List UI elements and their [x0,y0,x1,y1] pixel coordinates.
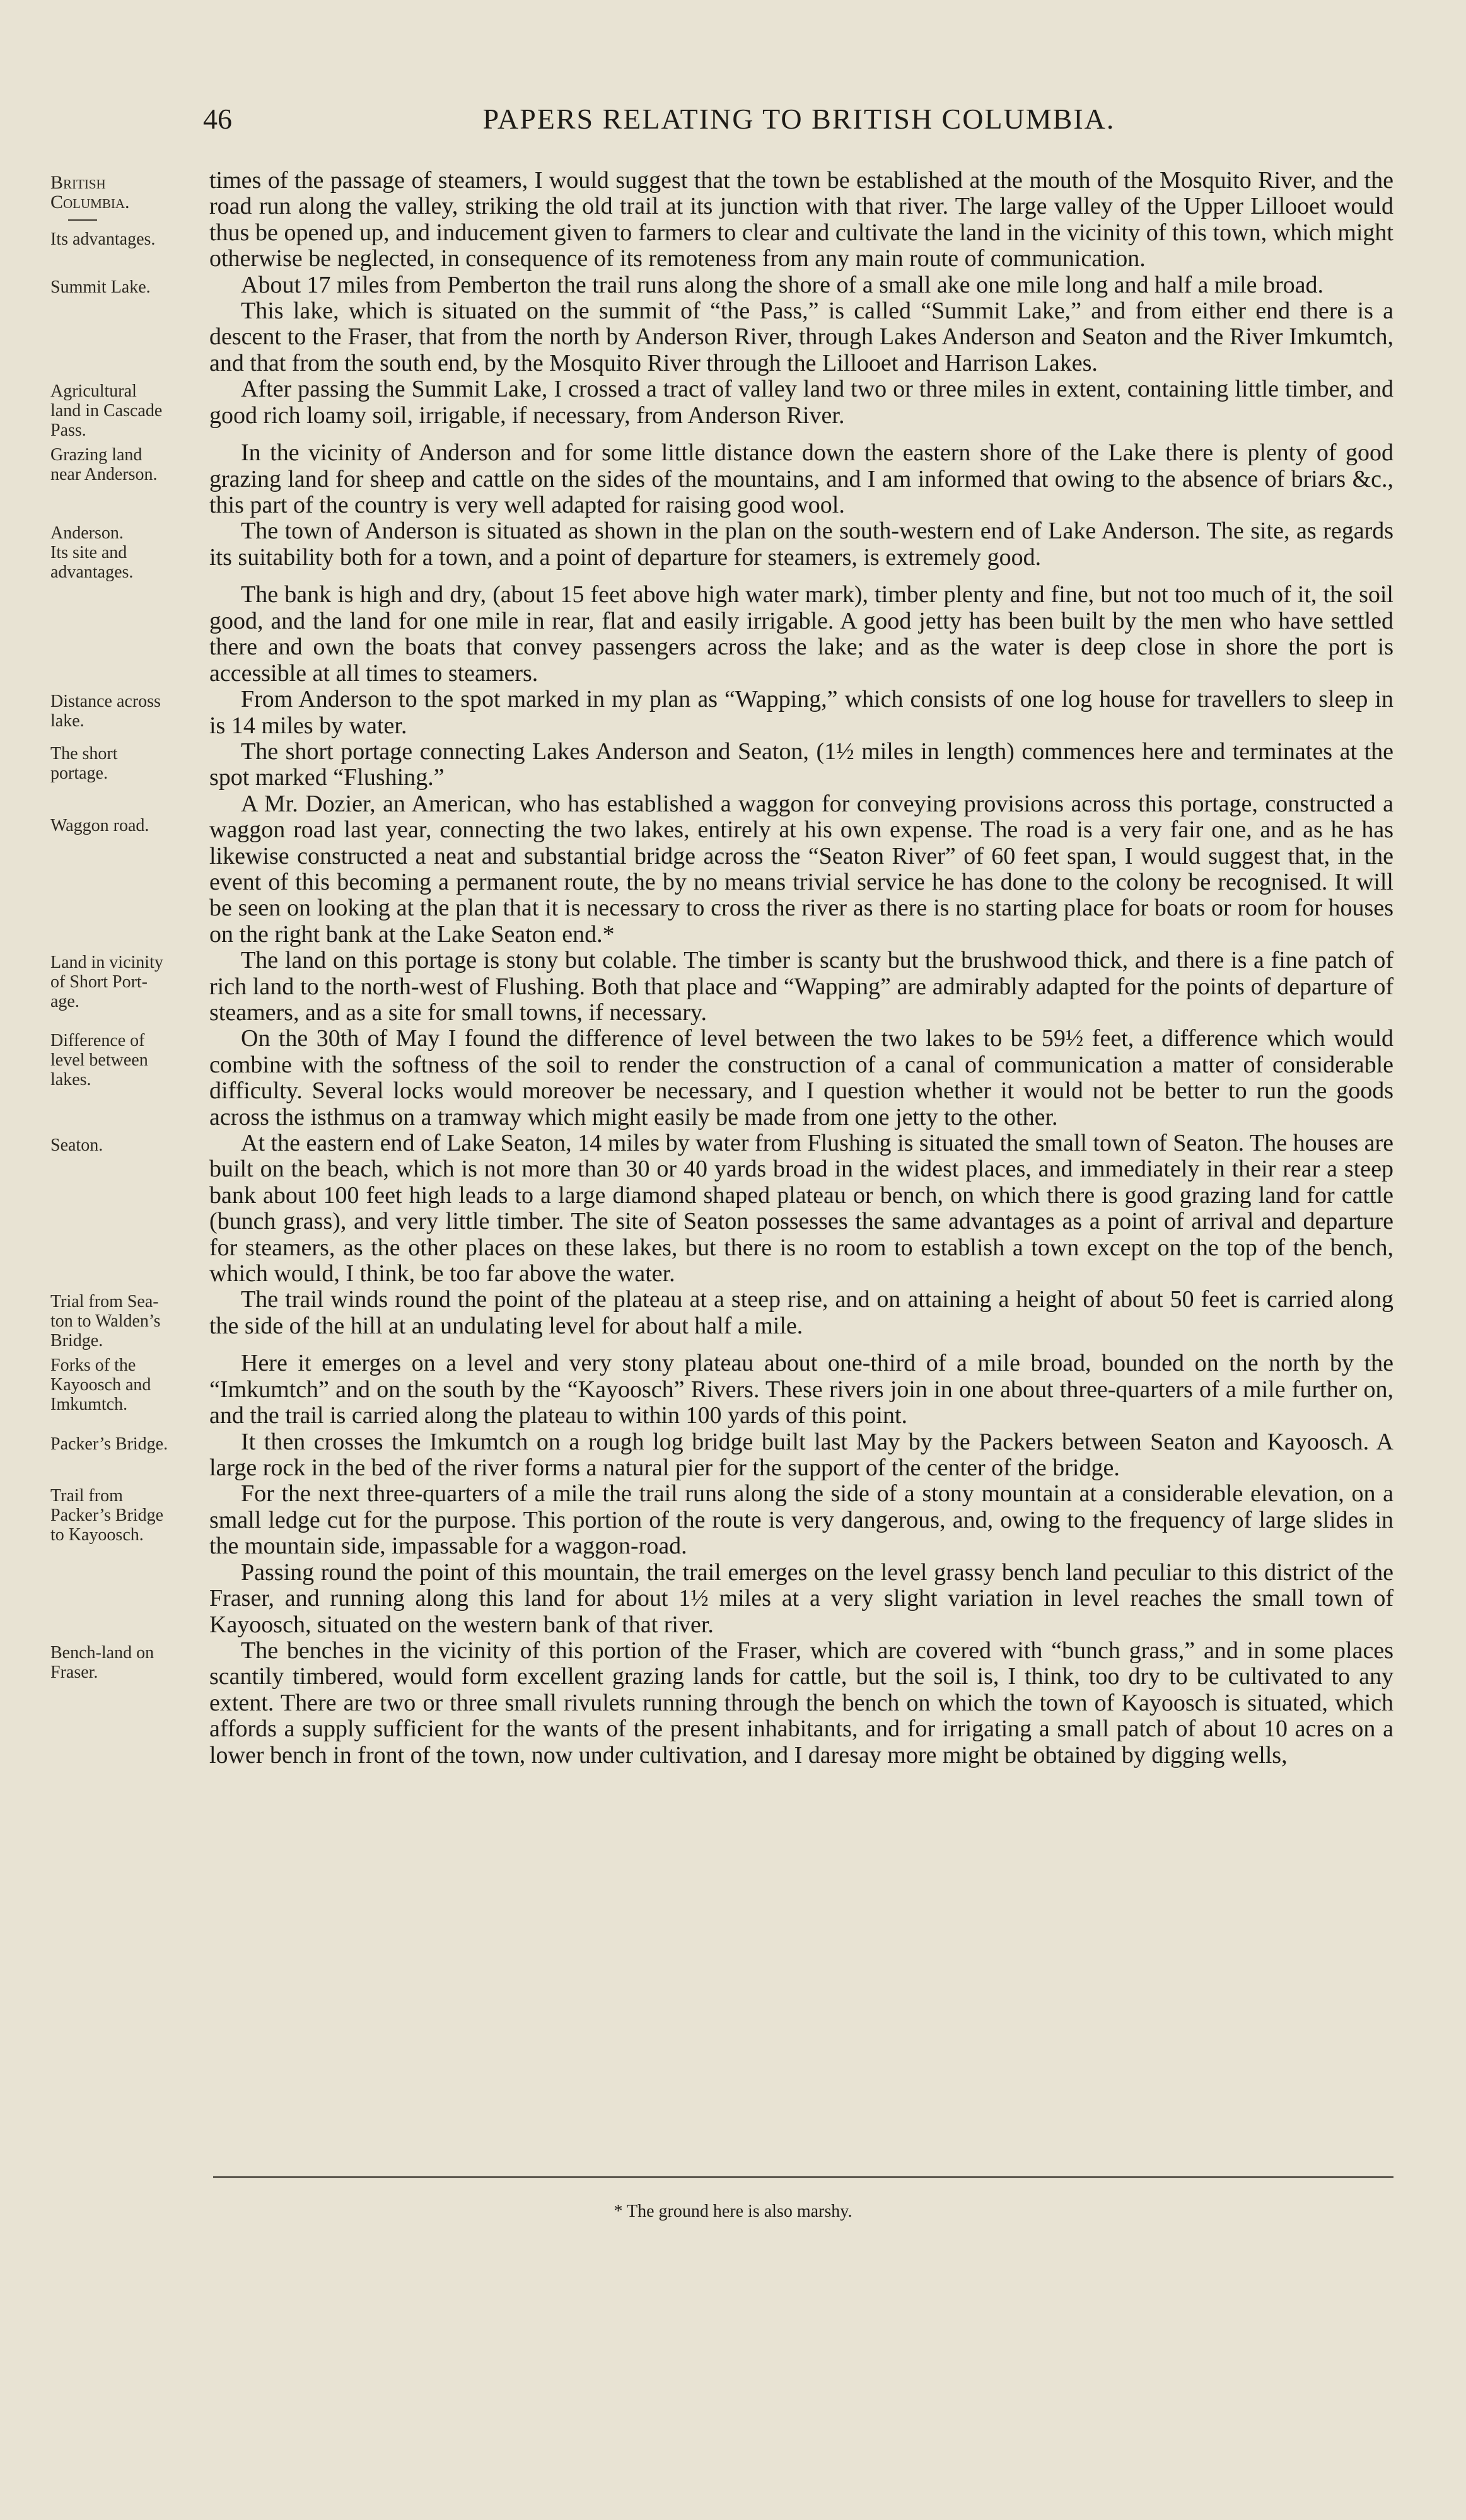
marginal-note-line: to Kayoosch. [50,1525,144,1545]
page-number: 46 [203,103,232,135]
text-entry [50,582,1400,687]
marginal-note-line: Pass. [50,421,86,441]
text-entry [50,272,1400,298]
paragraph: After passing the Summit Lake, I crossed a tract of valley land two or three miles in extent, containing little timber, and good rich loamy soil, irrigable, if necessary, from Anderson River. [209,376,1393,429]
marginal-note [50,518,209,582]
text-entry [50,1638,1400,1768]
marginal-note-line: lake. [50,711,84,731]
text-entry [50,1130,1400,1287]
text-entry [50,1429,1400,1482]
paragraph: At the eastern end of Lake Seaton, 14 miles by water from Flushing is situated the small town of Seaton. The houses are built on the beach, which is not more than 30 or 40 yards broad in the widest places, and immediately in their rear a steep bank about 100 feet high leads to a large diamond shaped plateau or bench, on which there is good grazing land for cattle (bunch grass), and very little timber. The site of Seaton possesses the same advantages as a point of arrival and departure for steamers, as the other places on these lakes, but there is no room to establish a town except on the top of the bench, which would, I think, be too far above the water. [209,1130,1393,1287]
marginal-note-line: Fraser. [50,1662,98,1682]
paragraph: The land on this portage is stony but colable. The timber is scanty but the brushwood thick, and there is a fine patch of rich land to the north-west of Flushing. Both that place and “Wapping” are admirably adapted for the points of departure of steamers, and as a site for small towns, if necessary. [209,947,1393,1026]
marginal-note [50,272,209,298]
paragraph: The bank is high and dry, (about 15 feet above high water mark), timber plenty and fine, but not too much of it, the soil good, and the land for one mile in rear, flat and easily irrigable. A good jetty has been built by the men who have settled there and own the boats that convey passengers across the lake; and as the water is deep close in shore the port is accessible at all times to steamers. [209,581,1393,687]
marginal-note-line: Anderson. [50,523,124,543]
marginal-note [50,376,209,440]
marginal-note [50,1429,209,1482]
marginal-note-line: Packer’s Bridge [50,1506,164,1526]
paragraph: In the vicinity of Anderson and for some little distance down the eastern shore of the Lake there is plenty of good grazing land for sheep and cattle on the sides of the mountains, and I am informed that owing to the absence of briars &c., this part of the country is very well adapted for raising good wool. [209,439,1393,519]
marginal-note-line: ton to Walden’s [50,1311,161,1332]
paragraph: The benches in the vicinity of this portion of the Fraser, which are covered with “bunch grass,” and in some places scantily timbered, would form excellent grazing lands for cattle, but the soil is, I think, too dry to be cultivated to any extent. There are two or three small rivulets running through the bench on which the town of Kayoosch is situated, which affords a supply sufficient for the wants of the present inhabitants, and for irrigating a small patch of about 10 acres on a lower bench in front of the town, now under cultivation, and I daresay more might be obtained by digging wells, [209,1637,1393,1768]
marginal-note-line: Summit Lake. [50,277,151,297]
marginal-note-line: Bench-land on [50,1642,154,1663]
running-head: PAPERS RELATING TO BRITISH COLUMBIA. [482,103,1115,135]
marginal-note [50,948,209,1026]
marginal-note-line: Seaton. [50,1135,103,1155]
marginal-note-line: Its site and [50,543,127,563]
paragraph: This lake, which is situated on the summit of “the Pass,” is called “Summit Lake,” and from either end there is a descent to the Fraser, that from the north by Anderson River, through Lakes Anderson and Seaton and the River Imkumtch, and that from the south end, by the Mosquito River through the Lillooet and Harrison Lakes. [209,298,1393,376]
marginal-note [50,1560,209,1638]
text-entry [50,518,1400,582]
marginal-note-line [50,796,209,816]
marginal-note-line: age. [50,992,79,1012]
marginal-note [50,168,209,272]
paragraph: For the next three-quarters of a mile the trail runs along the side of a stony mountain at a considerable elevation, on a small ledge cut for the purpose. This portion of the route is very dangerous, and, owing to the frequency of large slides in the mountain side, impassable for a waggon-road. [209,1480,1393,1560]
marginal-note [50,1130,209,1287]
text-entry [50,376,1400,440]
text-entry [50,1287,1400,1350]
text-entry [50,948,1400,1026]
marginal-note [50,687,209,739]
text-entry [50,1481,1400,1559]
marginal-note-line: The short [50,743,118,764]
marginal-note [50,1287,209,1350]
marginal-note-line: of Short Port- [50,972,148,992]
marginal-note-line: Distance across [50,692,161,712]
text-entry [50,687,1400,739]
marginal-note-line: level between [50,1050,148,1071]
marginal-rule [68,219,97,221]
paragraph: About 17 miles from Pemberton the trail runs along the shore of a small ake one mile long and half a mile broad. [241,271,1323,298]
marginal-note-line: British [50,172,106,193]
marginal-note-line: land in Cascade [50,401,163,421]
marginal-note [50,1350,209,1429]
marginal-note-line: Its advantages. [50,229,156,249]
marginal-note-line: Waggon road. [50,815,149,835]
footnote: * The ground here is also marshy. [614,2202,852,2221]
marginal-note-line: Forks of the [50,1356,136,1376]
marginal-note-line: Agricultural [50,381,137,402]
paragraph: From Anderson to the spot marked in my plan as “Wapping,” which consists of one log house for travellers to sleep in is 14 miles by water. [209,686,1393,739]
marginal-note-line: near Anderson. [50,465,158,485]
paragraph: It then crosses the Imkumtch on a rough log bridge built last May by the Packers between Seaton and Kayoosch. A large rock in the bed of the river forms a natural pier for the support of the center of the bridge. [209,1428,1393,1482]
text-entry [50,739,1400,791]
marginal-note-line: Trial from Sea- [50,1292,159,1312]
paragraph: The trail winds round the point of the plateau at a steep rise, and on attaining a height of about 50 feet is carried along the side of the hill at an undulating level for about half a mile. [209,1286,1393,1339]
marginal-note [50,791,209,948]
marginal-note [50,298,209,376]
text-entry [50,1560,1400,1638]
marginal-note-line: Packer’s Bridge. [50,1434,168,1454]
page-body [50,168,1400,1768]
paragraph: Passing round the point of this mountain, the trail emerges on the level grassy bench land peculiar to this district of the Fraser, and running along this land for about 1½ miles at a very slight variation in level reaches the small town of Kayoosch, situated on the western bank of that river. [209,1559,1393,1638]
marginal-note [50,1481,209,1559]
marginal-note [50,440,209,518]
marginal-note-line: Imkumtch. [50,1395,128,1415]
marginal-note-line: advantages. [50,562,134,583]
page-header [203,102,1395,140]
marginal-note-line: Difference of [50,1031,145,1051]
marginal-note-line: Kayoosch and [50,1375,151,1395]
marginal-note-line: portage. [50,763,108,783]
paragraph: times of the passage of steamers, I would suggest that the town be established at the mouth of the Mosquito River, and the road run along the valley, striking the old trail at its junction with that river. The large valley of the Upper Lillooet would thus be opened up, and inducement given to farmers to clear and cultivate the land in the vicinity of this town, which might otherwise be neglected, in consequence of its remoteness from any main route of communication. [209,167,1393,272]
footnote-rule [213,2176,1393,2178]
text-entry [50,298,1400,376]
marginal-note [50,582,209,687]
marginal-note-line: Grazing land [50,445,143,465]
paragraph: The town of Anderson is situated as shown in the plan on the south-western end of Lake Anderson. The site, as regards its suitability both for a town, and a point of departure for steamers, is extremely good. [209,518,1393,571]
marginal-note-line: Land in vicinity [50,953,163,973]
text-entry [50,168,1400,272]
text-entry [50,791,1400,948]
paragraph: On the 30th of May I found the difference of level between the two lakes to be 59½ feet, a difference which would combine with the softness of the soil to render the construction of a canal of communication a matter of considerable difficulty. Several locks would moreover be necessary, and I question whether it would not be better to run the goods across the isthmus on a tramway which might easily be made from one jetty to the other. [209,1025,1393,1130]
marginal-note-line: Columbia. [50,192,130,212]
marginal-note [50,739,209,791]
marginal-note [50,1026,209,1130]
text-entry [50,440,1400,518]
paragraph: A Mr. Dozier, an American, who has established a waggon for conveying provisions across this portage, constructed a waggon road last year, connecting the two lakes, entirely at his own expense. The road is a very fair one, and as he has likewise constructed a neat and substantial bridge across the “Seaton River” of 60 feet span, I would suggest that, in the event of this becoming a permanent route, the by no means trivial service he has done to the colony be recognised. It will be seen on looking at the plan that it is necessary to cross the river as there is no starting place for boats or room for houses on the right bank at the Lake Seaton end.* [209,790,1393,948]
marginal-note-line: lakes. [50,1070,91,1090]
marginal-note-line: Bridge. [50,1331,103,1351]
paragraph: The short portage connecting Lakes Anderson and Seaton, (1½ miles in length) commences here and terminates at the spot marked “Flushing.” [209,738,1393,791]
marginal-note [50,1638,209,1768]
text-entry [50,1350,1400,1429]
paragraph: Here it emerges on a level and very stony plateau about one-third of a mile broad, bounded on the north by the “Imkumtch” and on the south by the “Kayoosch” Rivers. These rivers join in one about three-quarters of a mile further on, and the trail is carried along the plateau to within 100 yards of this point. [209,1350,1393,1429]
marginal-note-line: Trail from [50,1486,123,1506]
text-entry [50,1026,1400,1130]
